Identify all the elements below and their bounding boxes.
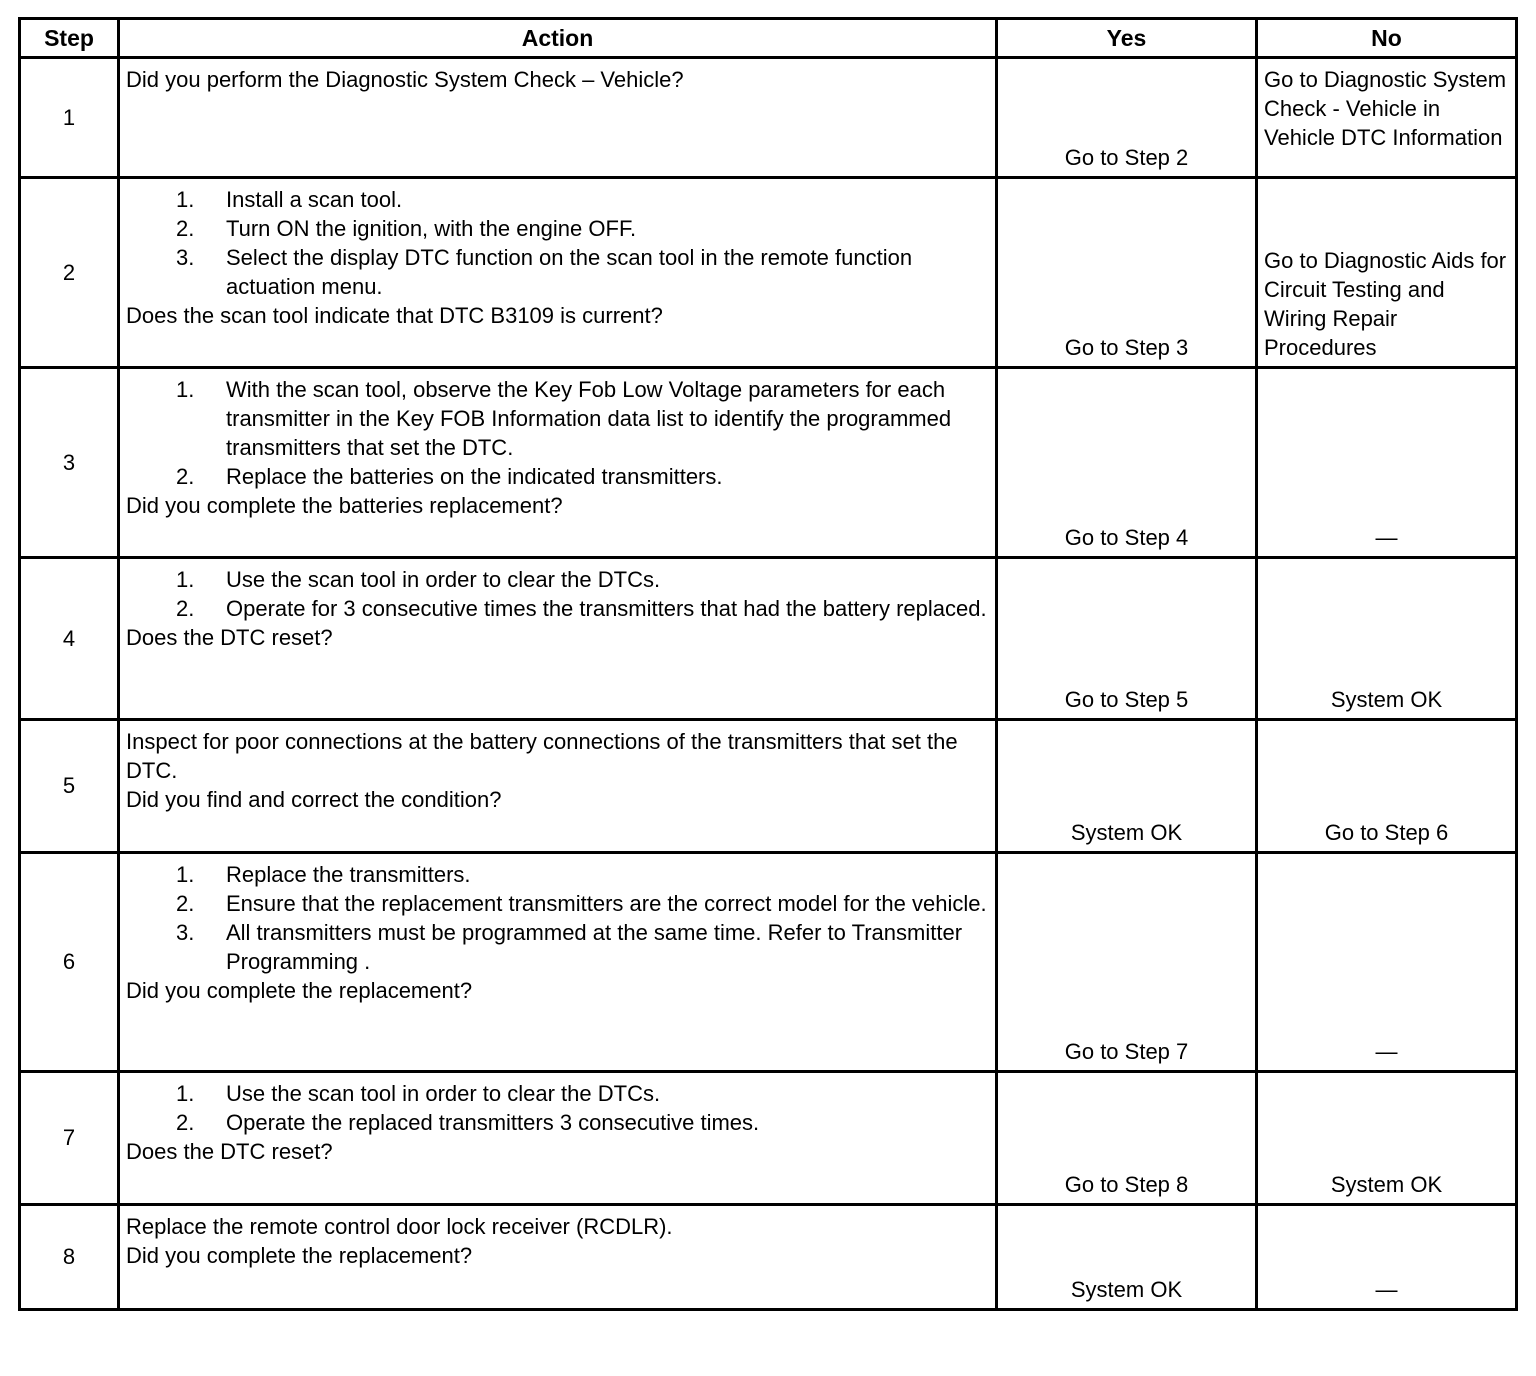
action-step-item: 1. With the scan tool, observe the Key Fob Low Voltage parameters for each transmitter in the Key FOB Information data list to identify the programmed transmitters that set the DTC.: [176, 377, 952, 460]
action-question: Does the DTC reset?: [126, 625, 333, 650]
action-question: Does the scan tool indicate that DTC B3109 is current?: [126, 303, 663, 328]
no-cell: Go to Diagnostic System Check - Vehicle in Vehicle DTC Information: [1257, 58, 1517, 178]
action-step-item: 1. Replace the transmitters.: [176, 862, 471, 887]
action-cell: [119, 720, 997, 853]
step-number: 1: [20, 58, 119, 178]
action-step-item: 3. All transmitters must be programmed at the same time. Refer to Transmitter Programming .: [176, 920, 963, 974]
header-no: No: [1257, 19, 1517, 58]
header-step: Step: [20, 19, 119, 58]
step-number: 6: [20, 853, 119, 1072]
table-row: [20, 558, 1517, 720]
table-row: [20, 58, 1517, 178]
action-step-item: 1. Install a scan tool.: [176, 187, 403, 212]
yes-cell: Go to Step 8: [997, 1072, 1257, 1205]
table-row: [20, 1205, 1517, 1310]
table-row: [20, 720, 1517, 853]
action-steps: [126, 375, 989, 491]
yes-cell: System OK: [997, 720, 1257, 853]
yes-cell: Go to Step 3: [997, 178, 1257, 368]
action-steps: [126, 185, 989, 301]
action-cell: [119, 853, 997, 1072]
diagnostic-table: [18, 17, 1518, 1311]
action-step-item: 3. Select the display DTC function on the scan tool in the remote function actuation menu.: [176, 245, 913, 299]
table-row: [20, 368, 1517, 558]
action-step-item: 1. Use the scan tool in order to clear the DTCs.: [176, 1081, 661, 1106]
action-cell: [119, 1205, 997, 1310]
action-question: Did you find and correct the condition?: [126, 787, 502, 812]
action-step-item: 2. Operate for 3 consecutive times the transmitters that had the battery replaced.: [176, 596, 987, 621]
action-steps: [126, 860, 989, 976]
action-question: Did you complete the replacement?: [126, 978, 473, 1003]
action-step-item: 2. Operate the replaced transmitters 3 consecutive times.: [176, 1110, 760, 1135]
no-cell: —: [1257, 368, 1517, 558]
action-cell: [119, 1072, 997, 1205]
table-row: [20, 1072, 1517, 1205]
action-text: Replace the remote control door lock receiver (RCDLR).: [126, 1214, 673, 1239]
no-cell: System OK: [1257, 1072, 1517, 1205]
yes-cell: System OK: [997, 1205, 1257, 1310]
step-number: 4: [20, 558, 119, 720]
no-cell: System OK: [1257, 558, 1517, 720]
header-row: [20, 19, 1517, 58]
action-text: Did you perform the Diagnostic System Check – Vehicle?: [126, 67, 684, 92]
step-number: 3: [20, 368, 119, 558]
no-cell: Go to Diagnostic Aids for Circuit Testing and Wiring Repair Procedures: [1257, 178, 1517, 368]
action-cell: [119, 178, 997, 368]
action-step-item: 2. Turn ON the ignition, with the engine OFF.: [176, 216, 637, 241]
action-question: Does the DTC reset?: [126, 1139, 333, 1164]
table-row: [20, 178, 1517, 368]
action-step-item: 2. Ensure that the replacement transmitters are the correct model for the vehicle.: [176, 891, 987, 916]
action-text: Inspect for poor connections at the battery connections of the transmitters that set the DTC.: [126, 729, 958, 783]
yes-cell: Go to Step 2: [997, 58, 1257, 178]
yes-cell: Go to Step 5: [997, 558, 1257, 720]
step-number: 2: [20, 178, 119, 368]
yes-cell: Go to Step 7: [997, 853, 1257, 1072]
action-cell: [119, 58, 997, 178]
action-steps: [126, 1079, 989, 1137]
action-question: Did you complete the batteries replacement?: [126, 493, 563, 518]
step-number: 8: [20, 1205, 119, 1310]
step-number: 5: [20, 720, 119, 853]
action-cell: [119, 368, 997, 558]
action-step-item: 2. Replace the batteries on the indicated transmitters.: [176, 464, 723, 489]
action-cell: [119, 558, 997, 720]
header-yes: Yes: [997, 19, 1257, 58]
action-steps: [126, 565, 989, 623]
no-cell: Go to Step 6: [1257, 720, 1517, 853]
header-action: Action: [119, 19, 997, 58]
action-step-item: 1. Use the scan tool in order to clear the DTCs.: [176, 567, 661, 592]
action-question: Did you complete the replacement?: [126, 1243, 473, 1268]
table-row: [20, 853, 1517, 1072]
yes-cell: Go to Step 4: [997, 368, 1257, 558]
no-cell: —: [1257, 1205, 1517, 1310]
step-number: 7: [20, 1072, 119, 1205]
no-cell: —: [1257, 853, 1517, 1072]
